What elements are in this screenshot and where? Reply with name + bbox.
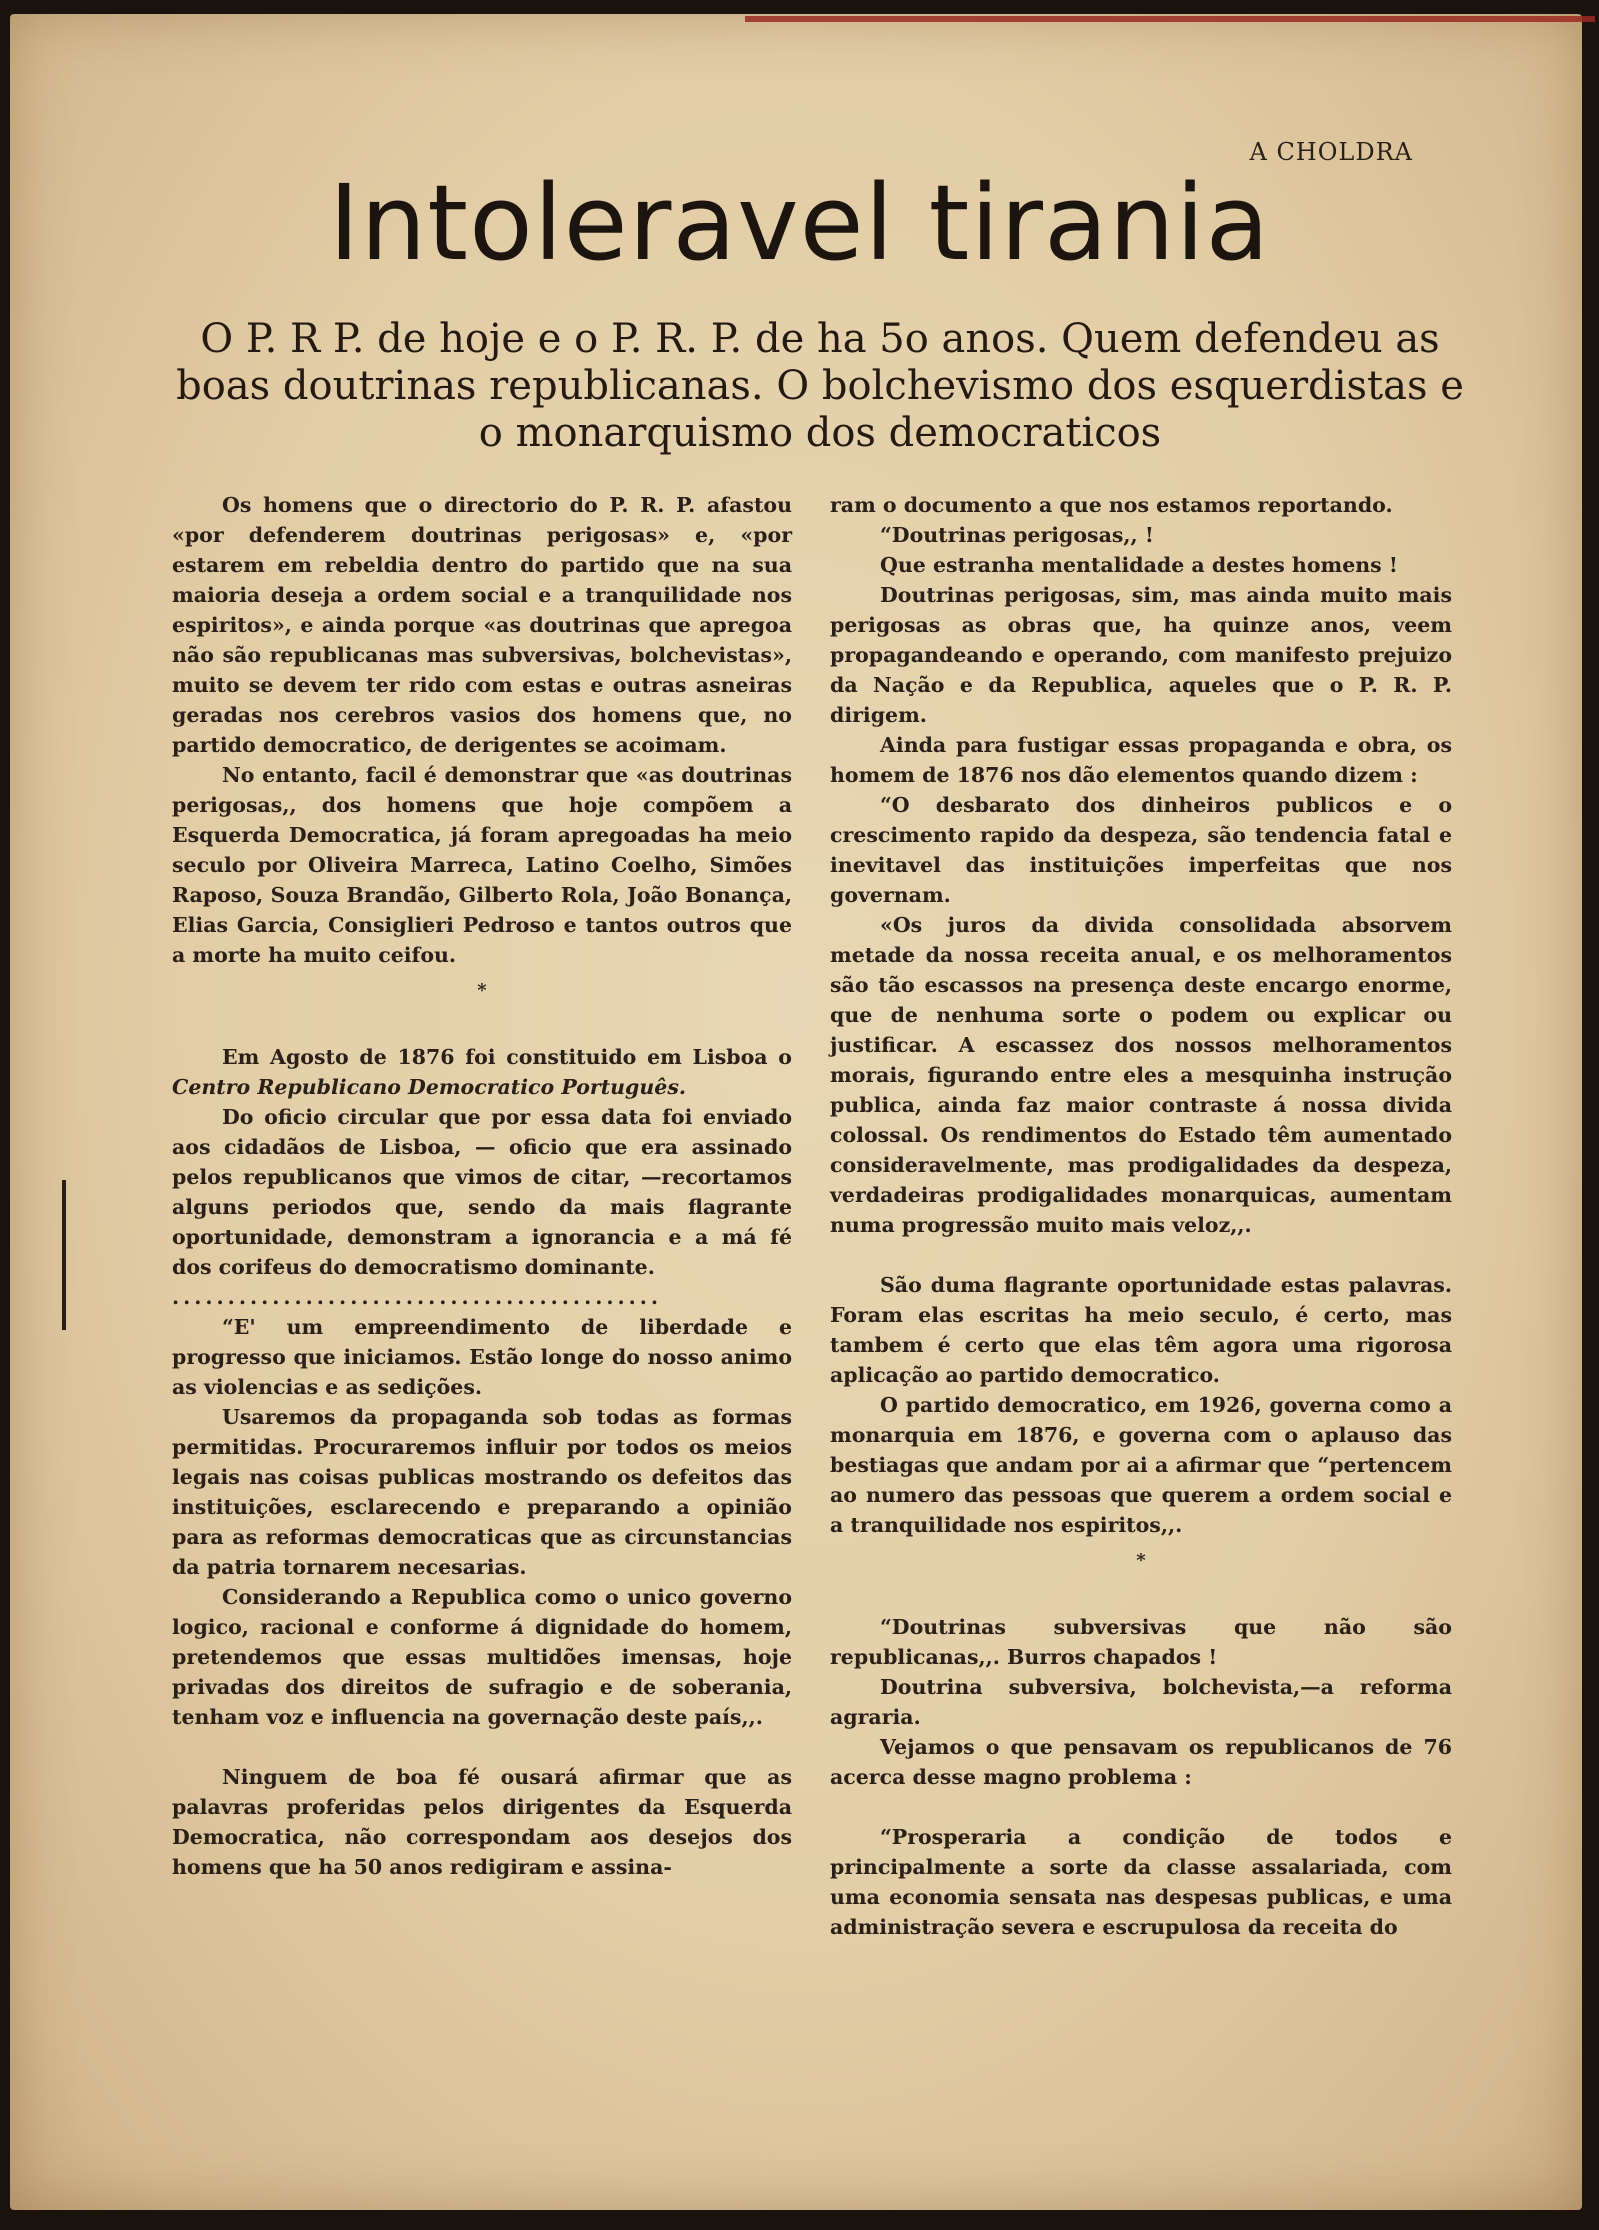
- page-edge-binding: [745, 16, 1595, 22]
- right-column: [830, 490, 1452, 1942]
- paragraph: No entanto, facil é demonstrar que «as doutrinas perigosas,, dos homens que hoje compõem a Esquerda Democratica, já foram apregoadas ha meio seculo por Oliveira Marreca, Latino Coelho, Simões Raposo, Souza Brandão, Gilberto Rola, João Bonança, Elias Garcia, Consiglieri Pedroso e tantos outros que a morte ha muito ceifou.: [172, 763, 792, 967]
- quote-paragraph: “O desbarato dos dinheiros publicos e o crescimento rapido da despeza, são tendencia fatal e inevitavel das instituições imperfeitas que nos governam.: [830, 793, 1452, 907]
- quote-paragraph: Considerando a Republica como o unico governo logico, racional e conforme á dignidade do homem, pretendemos que essas multidões imensas, hoje privadas dos direitos de sufragio e de soberania, tenham voz e influencia na governação deste país,,.: [172, 1585, 792, 1729]
- paragraph: Doutrinas perigosas, sim, mas ainda muito mais perigosas as obras que, ha quinze anos, veem propagandeando e operando, com manifesto prejuizo da Nação e da Republica, aqueles que o P. R. P. dirigem.: [830, 583, 1452, 727]
- quote-paragraph: “Prosperaria a condição de todos e principalmente a sorte da classe assalariada, com uma economia sensata nas despesas publicas, e uma administração severa e escrupulosa da receita do: [830, 1825, 1452, 1939]
- publication-name: A CHOLDRA: [1249, 138, 1413, 166]
- paragraph: ram o documento a que nos estamos reportando.: [830, 493, 1393, 517]
- paragraph: Ninguem de boa fé ousará afirmar que as palavras proferidas pelos dirigentes da Esquerda Democratica, não correspondam aos desejos dos homens que ha 50 anos redigiram e assina-: [172, 1765, 792, 1879]
- article-subtitle: O P. R P. de hoje e o P. R. P. de ha 5o anos. Quem defendeu as boas doutrinas republicanas. O bolchevismo dos esquerdistas e o monarquismo dos democraticos: [176, 316, 1464, 456]
- paragraph: Do oficio circular que por essa data foi enviado aos cidadãos de Lisboa, — oficio que era assinado pelos republicanos que vimos de citar, —recortamos alguns periodos que, sendo da mais flagrante oportunidade, demonstram a ignorancia e a má fé dos corifeus do democratismo dominante.: [172, 1105, 792, 1279]
- paragraph: “Doutrinas subversivas que não são republicanas,,. Burros chapados !: [830, 1615, 1452, 1669]
- paragraph: Ainda para fustigar essas propaganda e obra, os homem de 1876 nos dão elementos quando dizem :: [830, 733, 1452, 787]
- paragraph: O partido democratico, em 1926, governa como a monarquia em 1876, e governa com o aplauso das bestiagas que andam por ai a afirmar que “pertencem ao numero das pessoas que querem a ordem social e a tranquilidade nos espiritos,,.: [830, 1393, 1452, 1537]
- quote-paragraph: «Os juros da divida consolidada absorvem metade da nossa receita anual, e os melhoramentos são tão escassos na presença deste encargo enorme, que de nenhuma sorte o podem ou explicar ou justificar. A escassez dos nossos melhoramentos morais, figurando entre eles a mesquinha instrução publica, ainda faz maior contraste á nossa divida colossal. Os rendimentos do Estado têm aumentado consideravelmente, mas prodigalidades da despeza, verdadeiras prodigalidades monarquicas, aumentam numa progressão muito mais veloz,,.: [830, 913, 1452, 1237]
- quote-paragraph: Usaremos da propaganda sob todas as formas permitidas. Procuraremos influir por todos os meios legais nas coisas publicas mostrando os defeitos das instituições, esclarecendo e preparando a opinião para as reformas democraticas que as circunstancias da patria tornarem necesarias.: [172, 1405, 792, 1579]
- paragraph: [172, 1042, 792, 1102]
- paragraph: “Doutrinas perigosas,, !: [880, 523, 1154, 547]
- paragraph: São duma flagrante oportunidade estas palavras. Foram elas escritas ha meio seculo, é certo, mas tambem é certo que elas têm agora uma rigorosa aplicação ao partido democratico.: [830, 1273, 1452, 1387]
- quote-paragraph: “E' um empreendimento de liberdade e progresso que iniciamos. Estão longe do nosso animo as violencias e as sedições.: [172, 1315, 792, 1399]
- page-fold-mark: [62, 1180, 66, 1330]
- paragraph: Vejamos o que pensavam os republicanos de 76 acerca desse magno problema :: [830, 1735, 1452, 1789]
- dotted-separator: ............................................: [172, 1285, 663, 1309]
- section-separator: *: [1136, 1550, 1146, 1571]
- paragraph-text: Em Agosto de 1876 foi constituido em Lisboa o: [222, 1045, 792, 1069]
- left-column: [172, 490, 792, 1882]
- section-separator: *: [477, 980, 487, 1001]
- paragraph: Doutrina subversiva, bolchevista,—a reforma agraria.: [830, 1675, 1452, 1729]
- paragraph: Os homens que o directorio do P. R. P. afastou «por defenderem doutrinas perigosas» e, «por estarem em rebeldia dentro do partido que na sua maioria deseja a ordem social e a tranquilidade nos espiritos», e ainda porque «as doutrinas que apregoa não são republicanas mas subversivas, bolchevistas», muito se devem ter rido com estas e outras asneiras geradas nos cerebros vasios dos homens que, no partido democratico, de derigentes se acoimam.: [172, 493, 792, 757]
- paragraph: Que estranha mentalidade a destes homens !: [880, 553, 1398, 577]
- article-headline: Intoleravel tirania: [328, 162, 1271, 284]
- organization-name: Centro Republicano Democratico Português.: [172, 1075, 687, 1099]
